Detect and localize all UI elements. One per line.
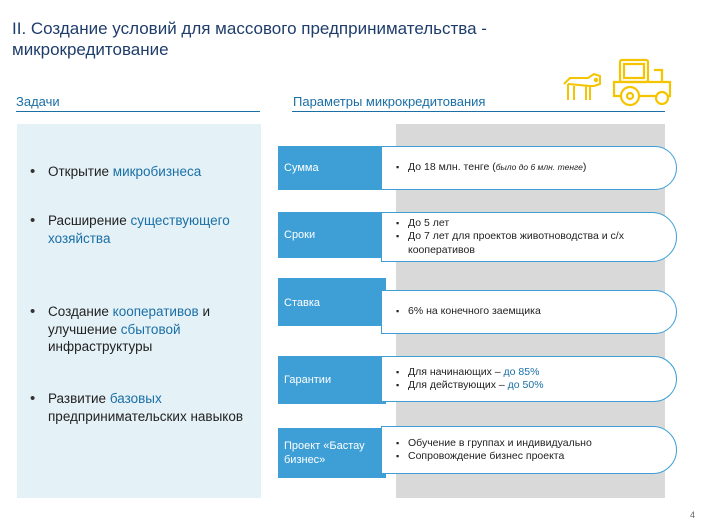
bullet-icon: • [30,212,36,229]
detail-item [396,366,666,380]
param-label-sum: Сумма [278,146,386,190]
param-label-guarantee: Гарантии [278,356,386,404]
task-text: Расширение [48,213,131,228]
task-highlight: базовых [109,391,162,406]
detail-item: ▪ 6% на конечного заемщика [396,305,666,319]
detail-note: было до 6 млн. тенге [495,162,583,173]
detail-value: до 50% [507,379,544,391]
detail-item: ▪ До 7 лет для проектов животноводства и с/х кооперативов [396,230,666,257]
task-item-1 [30,163,245,181]
task-highlight: сбытовой [120,321,181,337]
detail-item: ▪ Сопровождение бизнес проекта [396,450,666,464]
page-number: 4 [690,510,696,520]
task-item-4 [30,390,245,425]
task-text: Развитие [48,391,110,406]
detail-value: до 85% [503,365,540,378]
detail-item: ▪ Обучение в группах и индивидуально [396,437,666,451]
task-text: и улучшение [48,304,210,337]
task-text: Открытие [48,164,113,179]
bullet-icon: • [30,303,36,320]
param-detail-guarantee [381,356,677,402]
task-highlight: микробизнеса [112,164,202,179]
param-detail-project [381,426,677,474]
task-text: предпринимательских навыков [48,408,244,424]
param-detail-sum [381,146,677,190]
task-text: инфраструктуры [48,339,153,354]
task-item-3 [30,303,245,356]
tractor-icon [614,60,670,105]
bullet-icon: • [30,390,36,407]
param-detail-term [381,212,677,262]
param-label-project: Проект «Бастау бизнес» [278,428,386,478]
param-detail-rate [381,290,677,334]
detail-text: Для начинающих – [408,365,504,378]
task-highlight: существующего хозяйства [48,213,230,246]
cow-icon [564,74,600,100]
detail-item [396,161,666,175]
task-text: Создание [48,304,113,319]
tasks-header-divider [16,111,260,112]
params-header: Параметры микрокредитования [293,94,486,109]
detail-text: ) [582,161,587,174]
page-title: II. Создание условий для массового предпринимательства - микрокредитование [12,19,487,59]
tasks-header: Задачи [16,94,60,109]
detail-text: Для действующих – [408,379,508,391]
detail-item [396,379,666,393]
param-label-term: Сроки [278,212,386,258]
param-label-rate: Ставка [278,278,386,326]
detail-text: До 18 млн. тенге ( [408,161,496,174]
detail-item: ▪ До 5 лет [396,217,666,231]
icon-group [558,56,678,110]
bullet-icon: • [30,163,36,180]
task-item-2 [30,212,245,247]
params-header-divider [292,111,665,112]
farm-icons [558,56,678,110]
task-highlight: кооперативов [112,304,199,319]
